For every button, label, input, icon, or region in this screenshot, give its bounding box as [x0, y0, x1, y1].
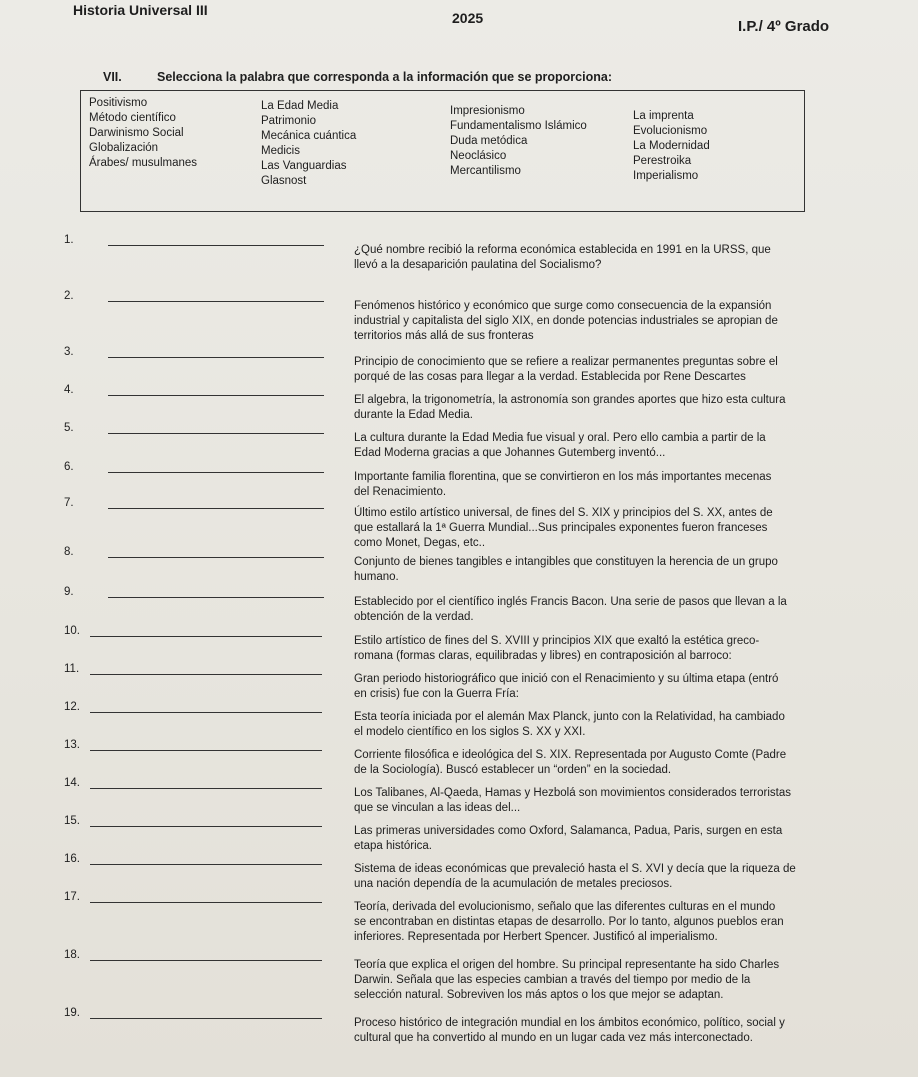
word-bank-column-3	[450, 104, 587, 179]
question-text-line: Teoría, derivada del evolucionismo, señalo que las diferentes culturas en el mundo	[354, 901, 776, 913]
answer-blank[interactable]	[90, 826, 322, 827]
word-bank-term: Mercantilismo	[450, 165, 521, 177]
question-number: 10.	[64, 625, 80, 637]
question-text-line: durante la Edad Media.	[354, 409, 473, 421]
grade-label: I.P./ 4º Grado	[738, 18, 830, 35]
word-bank-column-1	[89, 96, 197, 171]
question-number: 5.	[64, 422, 74, 434]
answer-blank[interactable]	[90, 960, 322, 961]
question-text-line: que estallará la 1ª Guerra Mundial...Sus principales exponentes fueron franceses	[354, 522, 768, 534]
question-text-line: industrial y capitalista del siglo XIX, en donde potencias industriales se apropian de	[354, 315, 778, 327]
question-text	[354, 299, 778, 344]
answer-blank[interactable]	[90, 712, 322, 713]
question-text-line: Corriente filosófica e ideológica del S. XIX. Representada por Augusto Comte (Padre	[354, 749, 787, 761]
question-number: 19.	[64, 1007, 80, 1019]
question-text-line: porqué de las cosas para llegar a la verdad. Establecida por Rene Descartes	[354, 371, 746, 383]
question-text-line: El algebra, la trigonometría, la astronomía son grandes aportes que hizo esta cultura	[354, 394, 786, 406]
question-number: 11.	[64, 663, 80, 675]
word-bank-term: Evolucionismo	[633, 125, 708, 137]
question-text	[354, 672, 778, 702]
word-bank-term: Patrimonio	[261, 115, 316, 127]
question-number: 9.	[64, 586, 74, 598]
word-bank-term: Positivismo	[89, 97, 148, 109]
question-text-line: Proceso histórico de integración mundial en los ámbitos económico, político, social y	[354, 1017, 785, 1029]
question-number: 2.	[64, 290, 74, 302]
question-number: 13.	[64, 739, 80, 751]
question-text-line: como Monet, Degas, etc..	[354, 537, 486, 549]
question-text	[354, 355, 778, 385]
question-text-line: que se vinculan a las ideas del...	[354, 802, 521, 814]
question-text-line: Fenómenos histórico y económico que surge como consecuencia de la expansión	[354, 300, 772, 312]
word-bank-term: Método científico	[89, 112, 176, 124]
word-bank-term: Perestroika	[633, 155, 692, 167]
question-text-line: Edad Moderna gracias a que Johannes Gutemberg inventó...	[354, 447, 666, 459]
answer-blank[interactable]	[108, 557, 324, 558]
question-text	[354, 431, 766, 461]
word-bank-term: Globalización	[89, 142, 159, 154]
question-text	[354, 900, 784, 945]
question-text-line: Establecido por el científico inglés Francis Bacon. Una serie de pasos que llevan a la	[354, 596, 787, 608]
question-text	[354, 1016, 785, 1046]
section-number: VII.	[103, 70, 122, 84]
answer-blank[interactable]	[90, 864, 322, 865]
question-number: 17.	[64, 891, 80, 903]
question-text-line: humano.	[354, 571, 399, 583]
question-text	[354, 393, 786, 423]
question-text-line: territorios más allá de sus fronteras	[354, 330, 534, 342]
word-bank-column-4	[633, 109, 710, 184]
word-bank-term: Duda metódica	[450, 135, 528, 147]
answer-blank[interactable]	[90, 636, 322, 637]
word-bank-term: Imperialismo	[633, 170, 699, 182]
question-text-line: Las primeras universidades como Oxford, Salamanca, Padua, Paris, surgen en esta	[354, 825, 783, 837]
answer-blank[interactable]	[90, 674, 322, 675]
question-text-line: Esta teoría iniciada por el alemán Max Planck, junto con la Relatividad, ha cambiado	[354, 711, 785, 723]
question-text-line: cultural que ha convertido al mundo en un lugar cada vez más interconectado.	[354, 1032, 753, 1044]
answer-blank[interactable]	[108, 301, 324, 302]
question-text	[354, 555, 778, 585]
question-text-line: llevó a la desaparición paulatina del Socialismo?	[354, 259, 602, 271]
question-text	[354, 595, 787, 625]
section-instructions	[103, 70, 612, 84]
word-bank-term: La imprenta	[633, 110, 694, 122]
answer-blank[interactable]	[108, 433, 324, 434]
word-bank-term: Las Vanguardias	[261, 160, 347, 172]
question-number: 7.	[64, 497, 74, 509]
question-number: 4.	[64, 384, 74, 396]
question-text-line: Último estilo artístico universal, de fines del S. XIX y principios del S. XX, antes de	[354, 507, 773, 519]
question-text	[354, 243, 771, 273]
question-number: 14.	[64, 777, 80, 789]
instructions-text: Selecciona la palabra que corresponda a la información que se proporciona:	[157, 70, 612, 84]
question-text	[354, 862, 796, 892]
question-number: 12.	[64, 701, 80, 713]
question-text-line: Los Talibanes, Al-Qaeda, Hamas y Hezbolá son movimientos considerados terroristas	[354, 787, 791, 799]
word-bank-term: Mecánica cuántica	[261, 130, 357, 142]
word-bank-term: Neoclásico	[450, 150, 507, 162]
question-number: 16.	[64, 853, 80, 865]
question-text-line: inferiores. Representada por Herbert Spencer. Justificó al imperialismo.	[354, 931, 718, 943]
question-text-line: Estilo artístico de fines del S. XVIII y principios XIX que exaltó la estética greco-	[354, 635, 760, 647]
word-bank	[80, 90, 805, 212]
question-text-line: ¿Qué nombre recibió la reforma económica establecida en 1991 en la URSS, que	[354, 244, 771, 256]
question-text-line: de la Sociología). Buscó establecer un “orden” en la sociedad.	[354, 764, 672, 776]
question-text-line: etapa histórica.	[354, 840, 432, 852]
question-text	[354, 786, 791, 816]
answer-blank[interactable]	[90, 902, 322, 903]
question-text-line: romana (formas claras, equilibradas y libres) en contraposición al barroco:	[354, 650, 732, 662]
question-text-line: obtención de la verdad.	[354, 611, 474, 623]
question-text-line: el modelo científico en los siglos S. XX y XXI.	[354, 726, 586, 738]
answer-blank[interactable]	[90, 1018, 322, 1019]
answer-blank[interactable]	[108, 597, 324, 598]
answer-blank[interactable]	[108, 472, 324, 473]
word-bank-term: La Modernidad	[633, 140, 710, 152]
question-text-line: se encontraban en distintas etapas de desarrollo. Por lo tanto, algunos pueblos eran	[354, 916, 784, 928]
question-text-line: selección natural. Sobreviven los más aptos o los que mejor se adaptan.	[354, 989, 724, 1001]
word-bank-term: Medicis	[261, 145, 300, 157]
answer-blank[interactable]	[108, 508, 324, 509]
question-text-line: Gran periodo historiográfico que inició con el Renacimiento y su última etapa (entró	[354, 673, 779, 685]
question-text-line: del Renacimiento.	[354, 486, 447, 498]
question-text-line: Teoría que explica el origen del hombre. Su principal representante ha sido Charles	[354, 959, 780, 971]
word-bank-term: Árabes/ musulmanes	[89, 157, 198, 169]
school-year: 2025	[452, 10, 484, 26]
question-text-line: La cultura durante la Edad Media fue visual y oral. Pero ello cambia a partir de la	[354, 432, 766, 444]
question-number: 3.	[64, 346, 74, 358]
word-bank-term: Impresionismo	[450, 105, 525, 117]
word-bank-term: La Edad Media	[261, 100, 339, 112]
word-bank-term: Fundamentalismo Islámico	[450, 120, 587, 132]
question-number: 8.	[64, 546, 74, 558]
question-text-line: Conjunto de bienes tangibles e intangibles que constituyen la herencia de un grupo	[354, 556, 778, 568]
answer-blank[interactable]	[90, 750, 322, 751]
question-text	[354, 470, 771, 500]
question-text-line: Importante familia florentina, que se convirtieron en los más importantes mecenas	[354, 471, 772, 483]
question-text	[354, 748, 786, 778]
question-text-line: Sistema de ideas económicas que prevaleció hasta el S. XVI y decía que la riqueza de	[354, 863, 796, 875]
question-text-line: Darwin. Señala que las especies cambian a través del tiempo por medio de la	[354, 974, 751, 986]
question-text	[354, 958, 779, 1003]
word-bank-column-2	[261, 99, 356, 189]
subject-title: Historia Universal III	[73, 2, 208, 18]
question-text-line: una nación dependía de la acumulación de metales preciosos.	[354, 878, 673, 890]
answer-blank[interactable]	[90, 788, 322, 789]
question-text	[354, 824, 782, 854]
question-text-line: Principio de conocimiento que se refiere a realizar permanentes preguntas sobre el	[354, 356, 778, 368]
question-text	[354, 506, 773, 551]
question-number: 1.	[64, 234, 74, 246]
word-bank-term: Glasnost	[261, 175, 307, 187]
question-number: 18.	[64, 949, 80, 961]
question-text	[354, 634, 759, 664]
question-number: 6.	[64, 461, 74, 473]
answer-blank[interactable]	[108, 357, 324, 358]
question-number: 15.	[64, 815, 80, 827]
answer-blank[interactable]	[108, 245, 324, 246]
question-text	[354, 710, 785, 740]
question-text-line: en crisis) fue con la Guerra Fría:	[354, 688, 519, 700]
word-bank-term: Darwinismo Social	[89, 127, 184, 139]
answer-blank[interactable]	[108, 395, 324, 396]
